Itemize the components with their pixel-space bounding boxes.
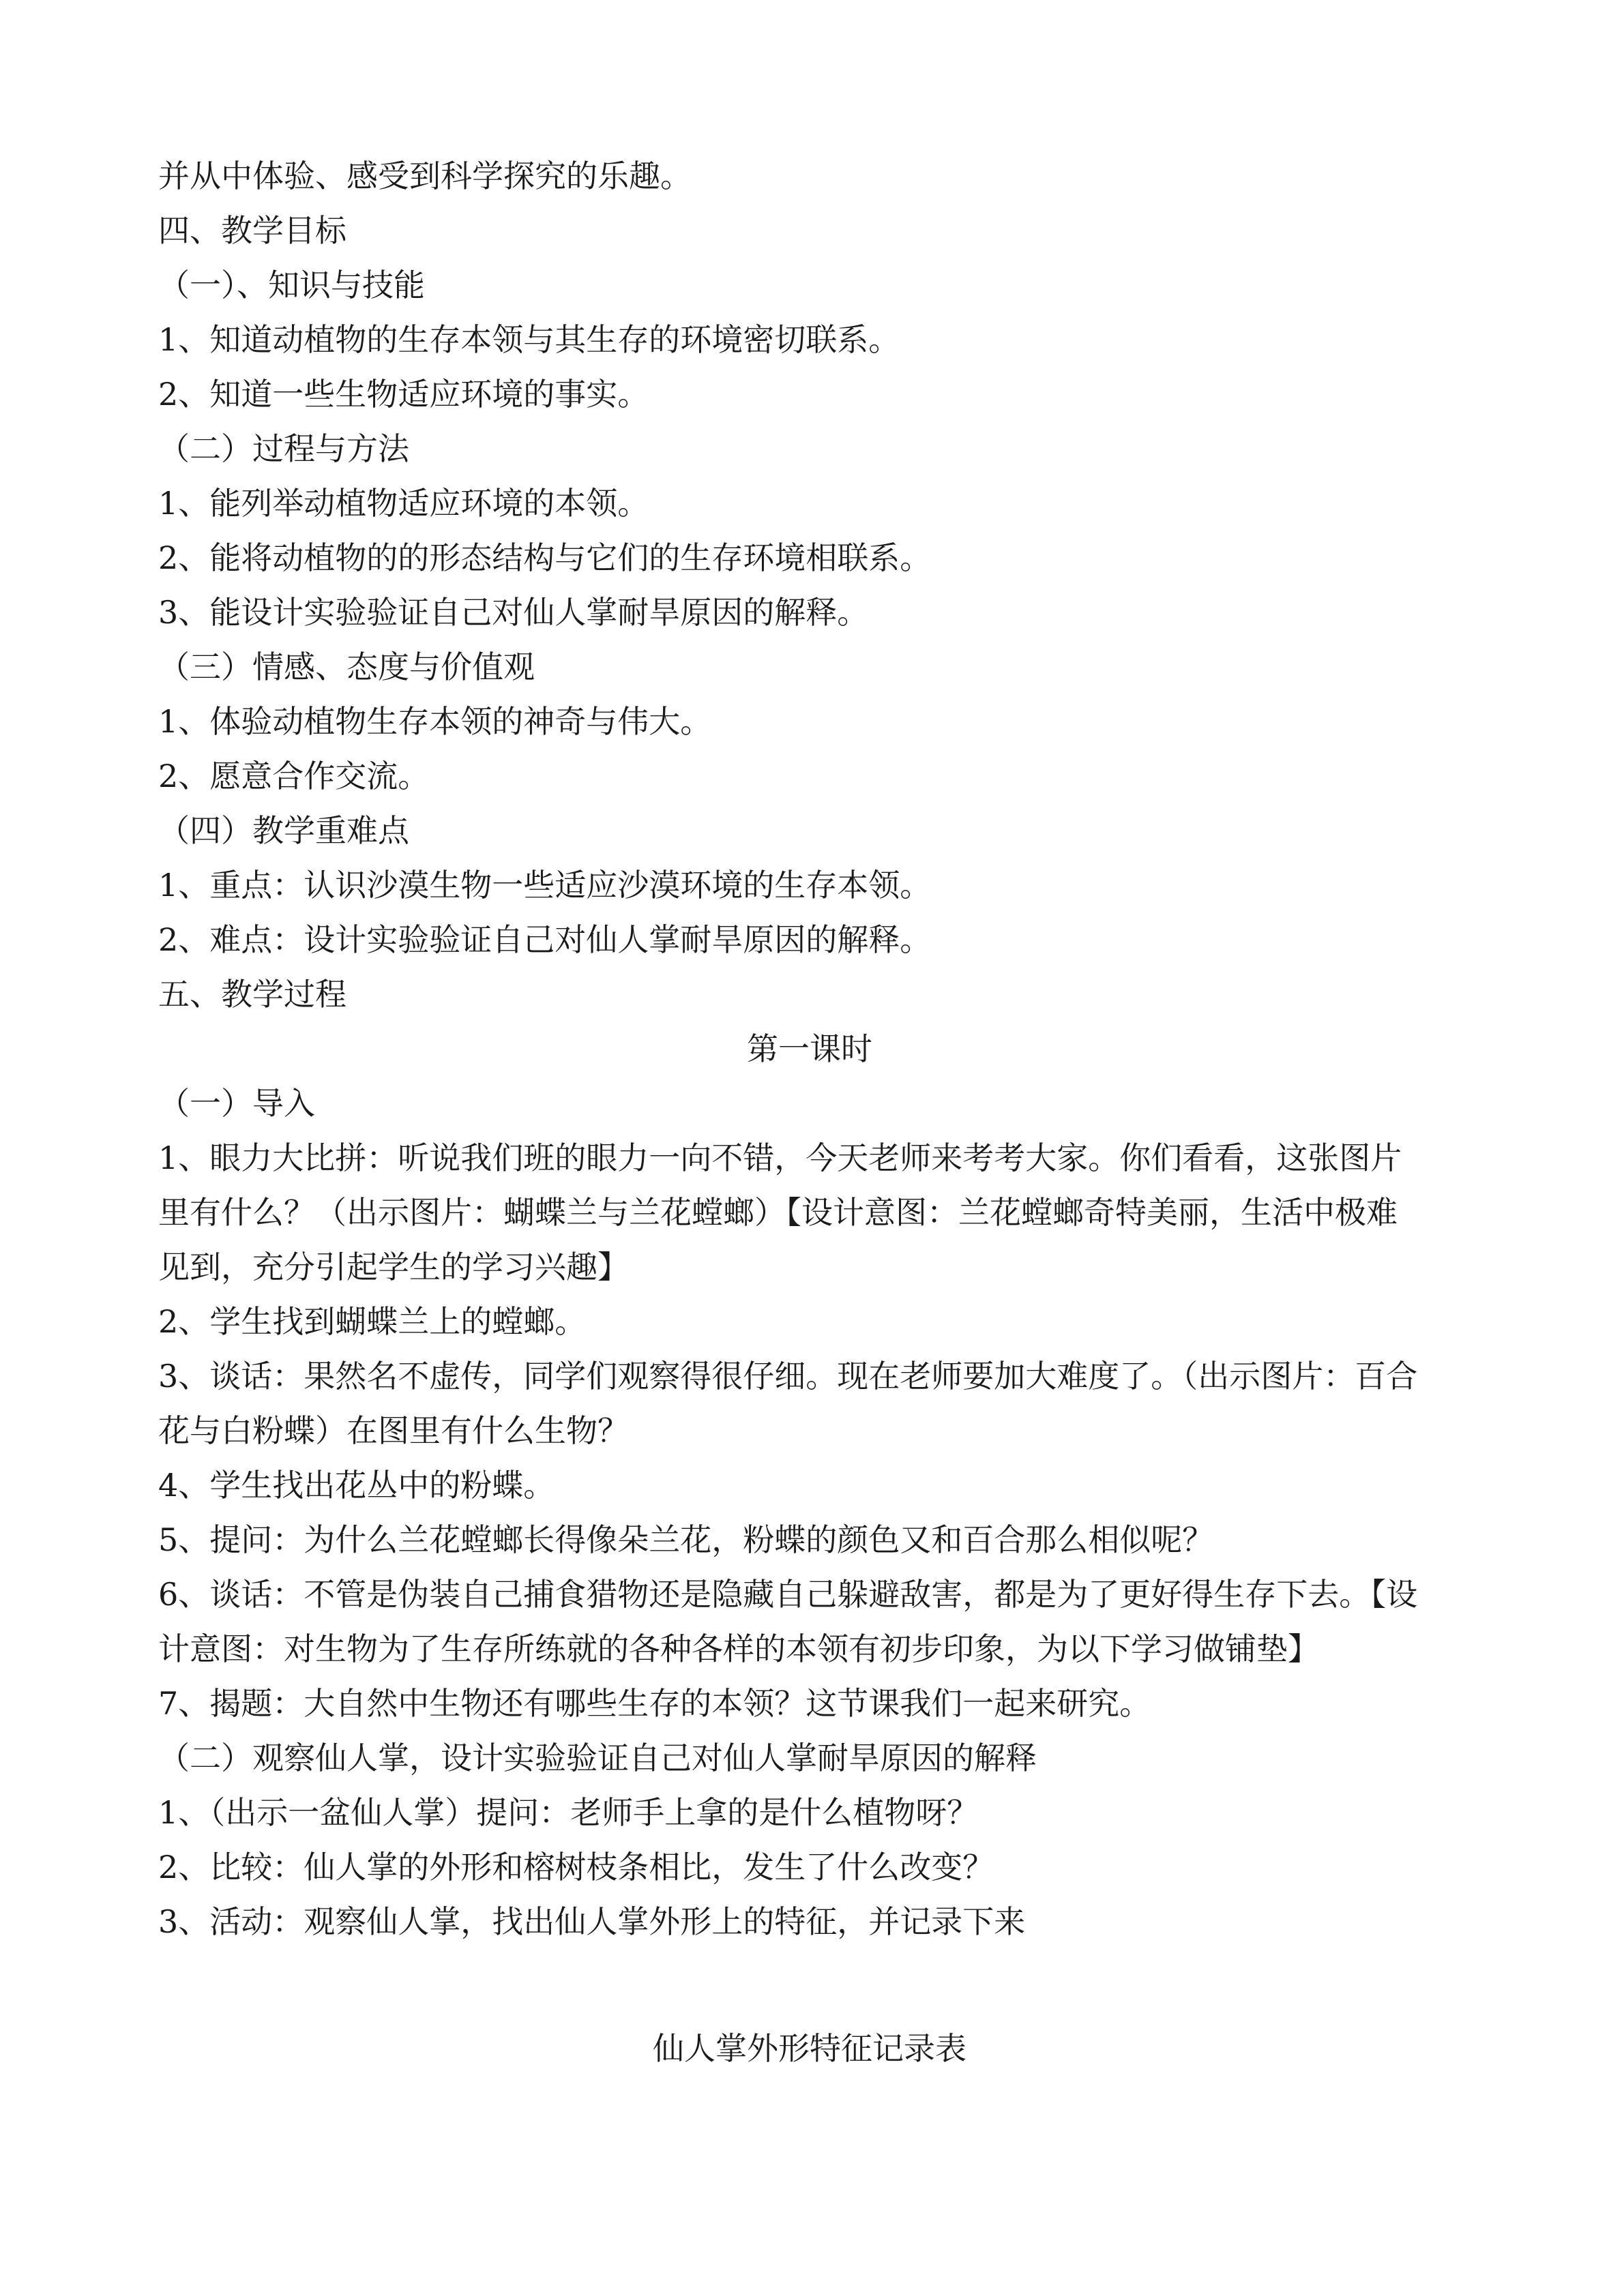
text-line: 2、难点：设计实验验证自己对仙人掌耐旱原因的解释。 (158, 921, 932, 958)
text-line: 计意图：对生物为了生存所练就的各种各样的本领有初步印象，为以下学习做铺垫】 (158, 1630, 1319, 1667)
text-line: 2、知道一些生物适应环境的事实。 (158, 376, 649, 413)
text-line: 花与白粉蝶）在图里有什么生物？ (158, 1412, 629, 1449)
subsection-heading: （二）观察仙人掌，设计实验验证自己对仙人掌耐旱原因的解释 (158, 1740, 1037, 1776)
text-line: 里有什么？（出示图片：蝴蝶兰与兰花螳螂）【设计意图：兰花螳螂奇特美丽，生活中极难 (158, 1194, 1398, 1231)
text-line: 3、谈话：果然名不虚传，同学们观察得很仔细。现在老师要加大难度了。（出示图片：百合 (158, 1358, 1418, 1395)
text-line: 2、愿意合作交流。 (158, 758, 430, 794)
lesson-title: 第一课时 (747, 1030, 872, 1067)
spacer (158, 1949, 1461, 2021)
subsection-heading: （四）教学重难点 (158, 812, 409, 849)
text-line: 7、揭题：大自然中生物还有哪些生存的本领？这节课我们一起来研究。 (158, 1685, 1151, 1722)
document-page (158, 149, 1461, 2076)
text-line: 1、能列举动植物适应环境的本领。 (158, 485, 649, 522)
subsection-heading: （一）、知识与技能 (158, 267, 425, 303)
text-line: 1、眼力大比拼：听说我们班的眼力一向不错，今天老师来考考大家。你们看看，这张图片 (158, 1139, 1402, 1176)
text-line: 3、活动：观察仙人掌，找出仙人掌外形上的特征，并记录下来 (158, 1903, 1026, 1940)
text-line: 并从中体验、感受到科学探究的乐趣。 (158, 158, 692, 194)
text-line: 1、（出示一盆仙人掌）提问：老师手上拿的是什么植物呀？ (158, 1794, 979, 1831)
text-line: 3、能设计实验验证自己对仙人掌耐旱原因的解释。 (158, 594, 869, 631)
subsection-heading: （二）过程与方法 (158, 430, 409, 467)
section-heading: 四、教学目标 (158, 212, 346, 249)
text-line: 2、能将动植物的的形态结构与它们的生存环境相联系。 (158, 539, 932, 576)
text-line: 2、学生找到蝴蝶兰上的螳螂。 (158, 1303, 587, 1340)
subsection-heading: （三）情感、态度与价值观 (158, 648, 535, 685)
table-caption: 仙人掌外形特征记录表 (653, 2030, 966, 2067)
text-line: 1、重点：认识沙漠生物一些适应沙漠环境的生存本领。 (158, 867, 932, 904)
text-line: 6、谈话：不管是伪装自己捕食猎物还是隐藏自己躲避敌害，都是为了更好得生存下去。【设 (158, 1576, 1418, 1613)
text-line: 2、比较：仙人掌的外形和榕树枝条相比，发生了什么改变？ (158, 1849, 994, 1885)
subsection-heading: （一）导入 (158, 1085, 315, 1122)
section-heading: 五、教学过程 (158, 976, 346, 1013)
text-line: 1、体验动植物生存本领的神奇与伟大。 (158, 703, 712, 740)
text-line: 见到，充分引起学生的学习兴趣】 (158, 1249, 629, 1285)
text-line: 5、提问：为什么兰花螳螂长得像朵兰花，粉蝶的颜色又和百合那么相似呢？ (158, 1521, 1214, 1558)
text-line: 4、学生找出花丛中的粉蝶。 (158, 1467, 555, 1504)
text-line: 1、知道动植物的生存本领与其生存的环境密切联系。 (158, 321, 900, 358)
